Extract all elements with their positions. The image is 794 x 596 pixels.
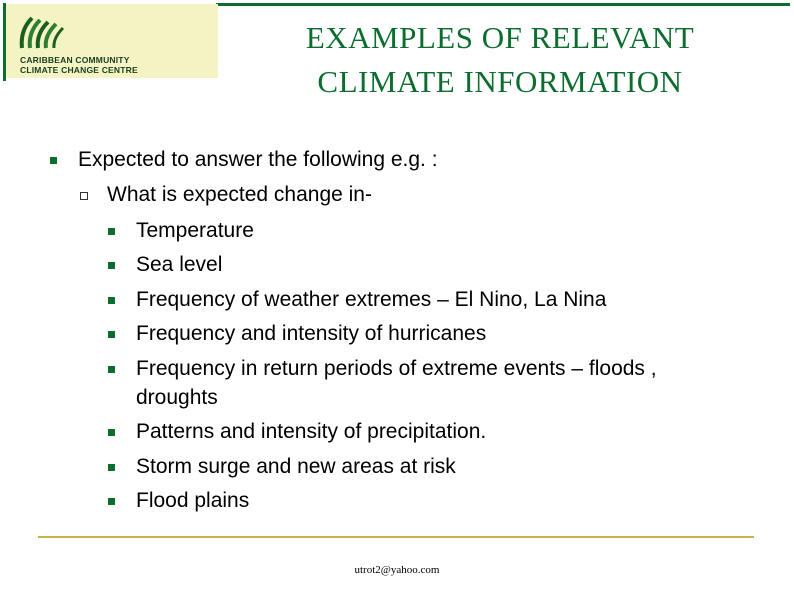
list-item: Temperature <box>136 219 254 242</box>
title-line-2: CLIMATE INFORMATION <box>317 64 683 99</box>
bullet-square-icon <box>50 157 57 164</box>
bullet-square-icon <box>108 464 115 471</box>
bullet-square-icon <box>108 262 115 269</box>
footer-email: utrot2@yahoo.com <box>354 564 440 576</box>
main-point: Expected to answer the following e.g. : <box>78 148 438 171</box>
title-line-1: EXAMPLES OF RELEVANT <box>305 20 695 55</box>
list-item: Storm surge and new areas at risk <box>136 455 456 478</box>
slide-title <box>230 16 770 104</box>
logo <box>6 4 218 78</box>
hollow-square-bullet-icon <box>80 192 88 200</box>
bullet-square-icon <box>108 331 115 338</box>
list-item: Frequency in return periods of extreme events – floods , <box>136 357 657 380</box>
list-item: Sea level <box>136 253 223 276</box>
logo-line-2: CLIMATE CHANGE CENTRE <box>20 65 138 75</box>
sub-point: What is expected change in- <box>107 183 372 206</box>
bullet-square-icon <box>108 297 115 304</box>
top-rule <box>216 3 790 6</box>
footer-rule <box>38 536 754 538</box>
bullet-square-icon <box>108 366 115 373</box>
cccc-logo-icon <box>18 12 68 52</box>
list-item: Flood plains <box>136 489 250 512</box>
bullet-square-icon <box>108 228 115 235</box>
logo-text <box>20 55 138 75</box>
list-item: Patterns and intensity of precipitation. <box>136 420 487 443</box>
list-item: Frequency of weather extremes – El Nino, La Nina <box>136 288 607 311</box>
list-item: Frequency and intensity of hurricanes <box>136 322 487 345</box>
logo-line-1: CARIBBEAN COMMUNITY <box>20 55 130 65</box>
bullet-square-icon <box>108 498 115 505</box>
list-item-continuation: droughts <box>136 386 218 409</box>
bullet-square-icon <box>108 429 115 436</box>
